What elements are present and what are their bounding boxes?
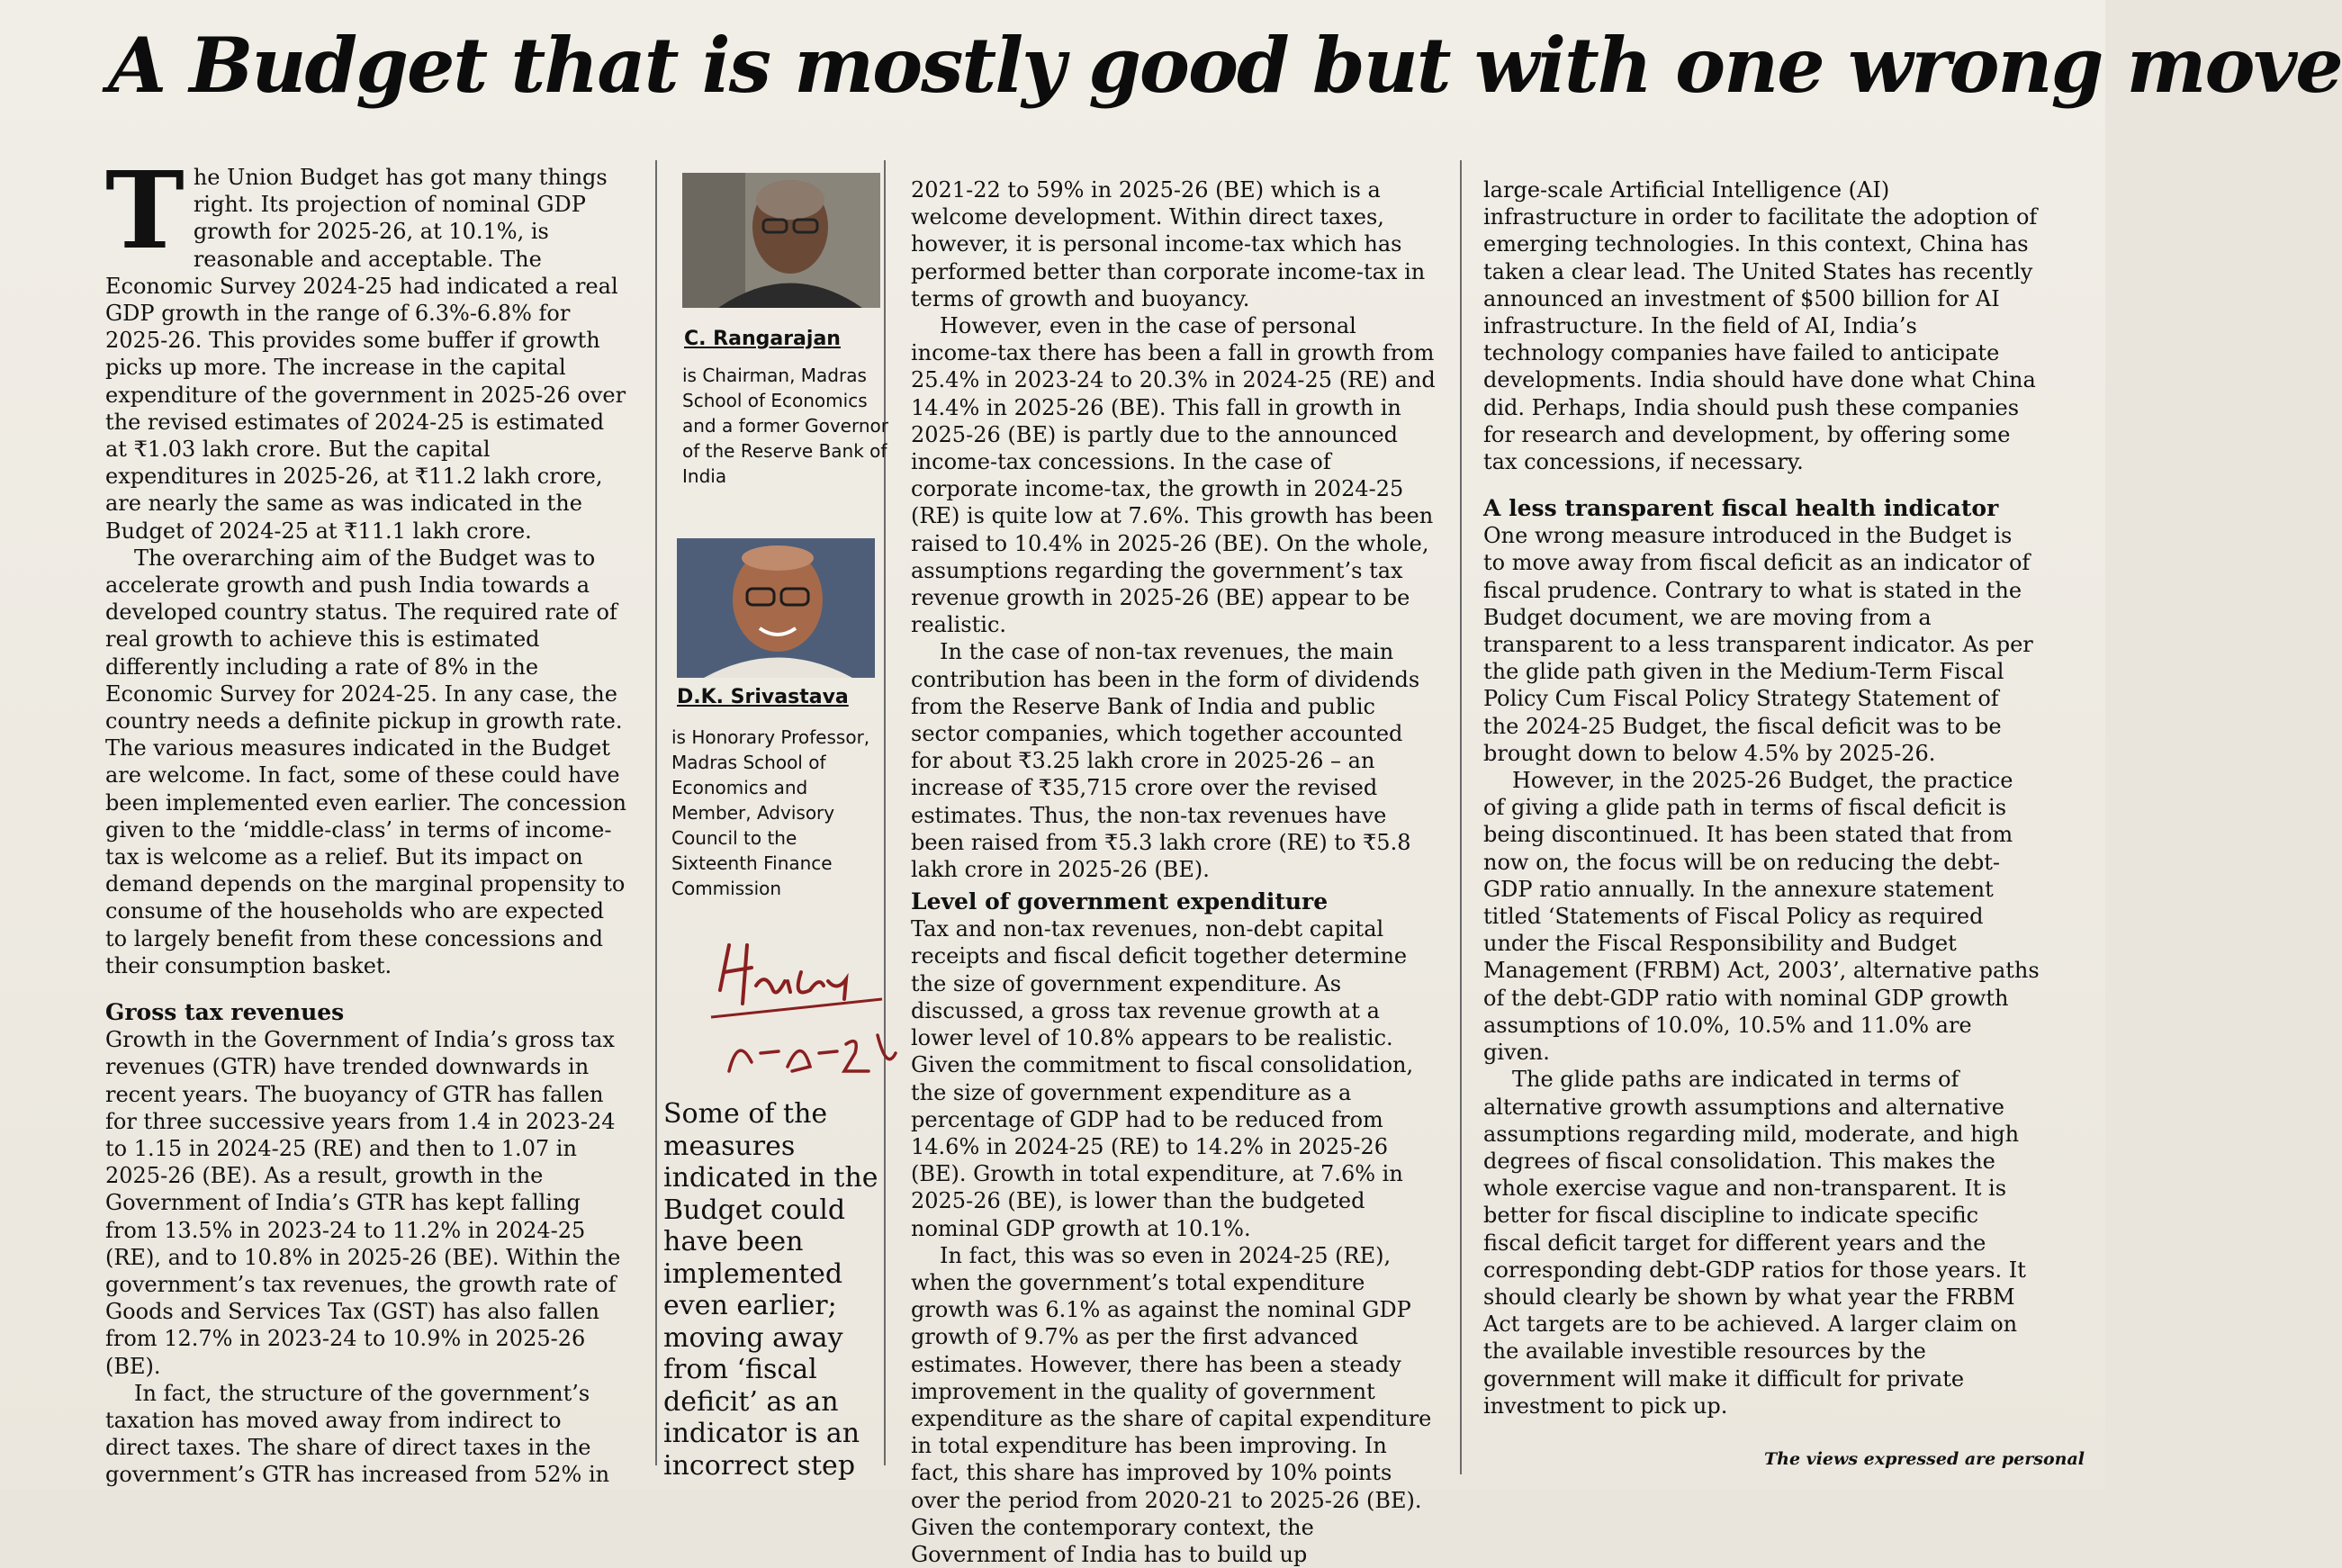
author-bio: is Chairman, Madras School of Economics and a former Governor of the Reserve Bank of India (682, 365, 888, 487)
article-column-3 (911, 176, 1437, 1567)
pull-quote: Some of the measures indicated in the Budget could have been implemented even earlier; moving away from ‘fiscal deficit’ as an indicator is an incorrect step (663, 1098, 878, 1482)
section-heading: Level of government expenditure (911, 888, 1329, 915)
paragraph: One wrong measure introduced in the Budget is to move away from fiscal deficit as an indicator of fiscal prudence. Contrary to what is stated in the Budget document, we are moving from a transparent to a less transparent indicator. As per the glide path given in the Medium-Term Fiscal Policy Cum Fiscal Policy Strategy Statement of the 2024-25 Budget, the fiscal deficit was to be brought down to below 4.5% by 2025-26. (1483, 523, 2033, 766)
paragraph: However, in the 2025-26 Budget, the practice of giving a glide path in terms of fiscal deficit is being discontinued. It has been stated that from now on, the focus will be on reducing the debt-GDP ratio annually. In the annexure statement titled ‘Statements of Fiscal Policy as required under the Fiscal Responsibility and Budget Management (FRBM) Act, 2003’, alternative paths of the debt-GDP ratio with nominal GDP growth assumptions of 10.0%, 10.5% and 11.0% are given. (1483, 768, 2040, 1066)
author-bio: is Honorary Professor, Madras School of Economics and Member, Advisory Council to the Sixteenth Finance Commission (671, 726, 870, 899)
paragraph: 2021-22 to 59% in 2025-26 (BE) which is a welcome development. Within direct taxes, however, it is personal income-tax which has performed better than corporate income-tax in terms of growth and buoyancy. (911, 177, 1426, 311)
portrait-illustration (682, 173, 880, 308)
paragraph: The glide paths are indicated in terms of alternative growth assumptions and alternative assumptions regarding mild, moderate, and high degrees of fiscal consolidation. This makes the whole exercise vague and non-transparent. It is better for fiscal discipline to indicate specific fiscal deficit target for different years and the corresponding debt-GDP ratios for those years. It should clearly be shown by what year the FRBM Act targets are to be achieved. A larger claim on the available investible resources by the government will make it difficult for private investment to pick up. (1483, 1067, 2026, 1419)
signature-scribble (702, 936, 909, 1098)
paragraph: In fact, the structure of the government’s taxation has moved away from indirect to direct taxes. The share of direct taxes in the government’s GTR has increased from 52% in (105, 1380, 610, 1488)
author-photo-rangarajan (682, 173, 880, 308)
article-column-4 (1483, 176, 2040, 1437)
paragraph: However, even in the case of personal income-tax there has been a fall in growth from 25.4% in 2023-24 to 20.3% in 2024-25 (RE) and 14.4% in 2025-26 (BE). This fall in growth in 2025-26 (BE) is partly due to the announced income-tax concessions. In the case of corporate income-tax, the growth in 2024-25 (RE) is quite low at 7.6%. This growth has been raised to 10.4% in 2025-26 (BE). On the whole, assumptions regarding the government’s tax revenue growth in 2025-26 (BE) appear to be realistic. (911, 313, 1436, 638)
paragraph: Growth in the Government of India’s gross tax revenues (GTR) have trended downwards in recent years. The buoyancy of GTR has fallen for three successive years from 1.4 in 2023-24 to 1.15 in 2024-25 (RE) and then to 1.07 in 2025-26 (BE). As a result, growth in the Government of India’s GTR has kept falling from 13.5% in 2023-24 to 11.2% in 2024-25 (RE), and to 10.8% in 2025-26 (BE). Within the government’s tax revenues, the growth rate of Goods and Services Tax (GST) has also fallen from 12.7% in 2023-24 to 10.9% in 2025-26 (BE). (105, 1027, 621, 1379)
paragraph (105, 148, 632, 545)
author-name: C. Rangarajan (684, 328, 841, 350)
author-photo-srivastava (677, 538, 875, 678)
paragraph: In fact, this was so even in 2024-25 (RE), when the government’s total expenditure growth was 6.1% as against the nominal GDP growth of 9.7% as per the first advanced estimates. However, there has been a steady improvement in the quality of government expenditure as the share of capital expenditure in total expenditure has been improving. In fact, this share has improved by 10% points over the period from 2020-21 to 2025-26 (BE). Given the contemporary context, the Government of India has to build up (911, 1242, 1432, 1567)
article-column-1 (105, 148, 632, 1488)
portrait-illustration (677, 538, 875, 678)
drop-cap: T (105, 148, 185, 273)
column-divider (884, 160, 886, 1465)
paragraph: The overarching aim of the Budget was to accelerate growth and push India towards a developed country status. The required rate of real growth to achieve this is estimated differently including a rate of 8% in the Economic Survey for 2024-25. In any case, the country needs a definite pickup in growth rate. The various measures indicated in the Budget are welcome. In fact, some of these could have been implemented even earlier. The concession given to the ‘middle-class’ in terms of income-tax is welcome as a relief. But its impact on demand depends on the marginal propensity to consume of the households who are expected to largely benefit from these concessions and their consumption basket. (105, 545, 626, 978)
paragraph-text: he Union Budget has got many things right. Its projection of nominal GDP growth for 2025-26, at 10.1%, is reasonable and acceptable. The Economic Survey 2024-25 had indicated a real GDP growth in the range of 6.3%-6.8% for 2025-26. This provides some buffer if growth picks up more. The increase in the capital expenditure of the government in 2025-26 over the revised estimates of 2024-25 is estimated at ₹1.03 lakh crore. But the capital expenditures in 2025-26, at ₹11.2 lakh crore, are nearly the same as was indicated in the Budget of 2024-25 at ₹11.1 lakh crore. (105, 165, 626, 544)
section-heading: A less transparent fiscal health indicator (1483, 495, 1999, 522)
column-divider (1460, 160, 1462, 1474)
paragraph: Tax and non-tax revenues, non-debt capital receipts and fiscal deficit together determine the size of government expenditure. As discussed, a gross tax revenue growth at a lower level of 10.8% appears to be realistic. Given the commitment to fiscal consolidation, the size of government expenditure as a percentage of GDP had to be reduced from 14.6% in 2024-25 (RE) to 14.2% in 2025-26 (BE). Growth in total expenditure, at 7.6% in 2025-26 (BE), is lower than the budgeted nominal GDP growth at 10.1%. (911, 916, 1414, 1241)
disclaimer-note: The views expressed are personal (1764, 1449, 2085, 1469)
paragraph: In the case of non-tax revenues, the main contribution has been in the form of dividends from the Reserve Bank of India and public sector companies, which together accounted for about ₹3.25 lakh crore in 2025-26 – an increase of ₹35,715 crore over the revised estimates. Thus, the non-tax revenues have been raised from ₹5.3 lakh crore (RE) to ₹5.8 lakh crore in 2025-26 (BE). (911, 639, 1420, 883)
handwritten-signature (702, 936, 909, 1098)
paragraph: large-scale Artificial Intelligence (AI) infrastructure in order to facilitate the adoption of emerging technologies. In this context, China has taken a clear lead. The United States has recently announced an investment of $500 billion for AI infrastructure. In the field of AI, India’s technology companies have failed to anticipate developments. India should have done what China did. Perhaps, India should push these companies for research and development, by offering some tax concessions, if necessary. (1483, 177, 2038, 475)
column-divider (655, 160, 657, 1465)
headline: A Budget that is mostly good but with one wrong move (108, 21, 2342, 110)
author-name: D.K. Srivastava (677, 686, 849, 708)
section-heading: Gross tax revenues (105, 999, 345, 1026)
